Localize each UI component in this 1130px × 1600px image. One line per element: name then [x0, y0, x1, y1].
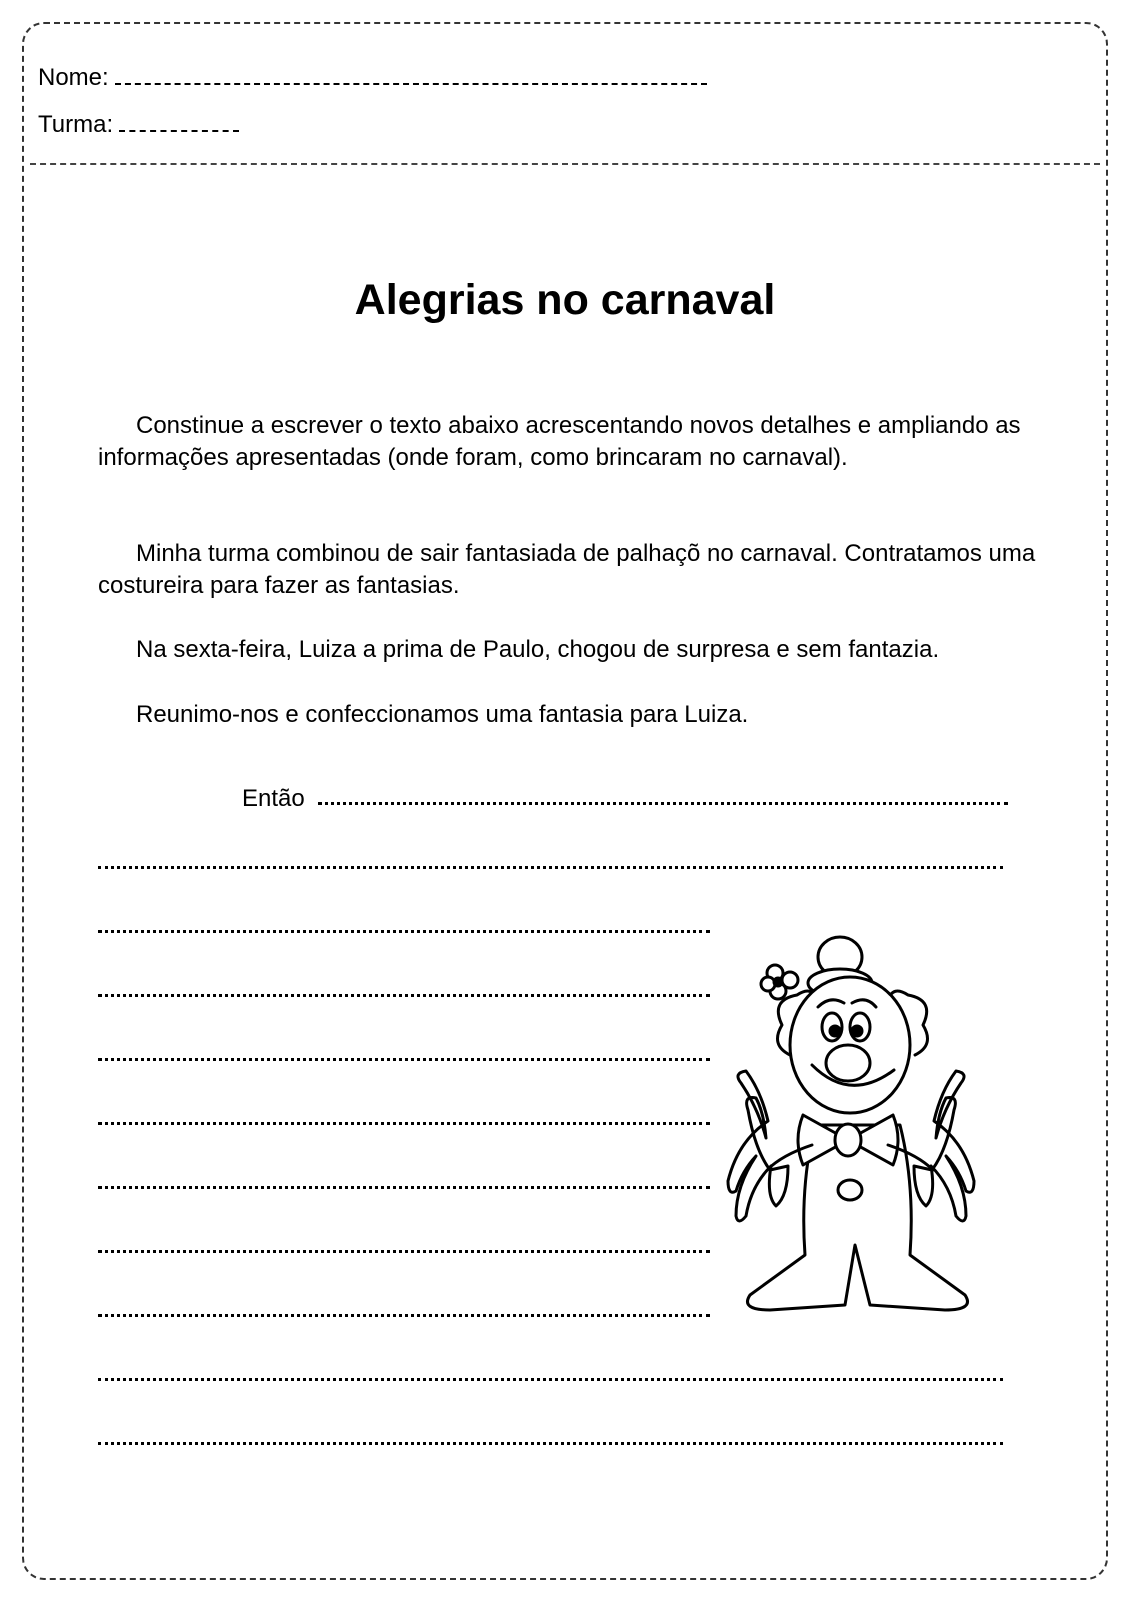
- writing-line[interactable]: [98, 930, 710, 933]
- writing-line[interactable]: [98, 994, 710, 997]
- name-blank-line[interactable]: [115, 83, 707, 85]
- instruction-text: Constinue a escrever o texto abaixo acrescentando novos detalhes e ampliando as informações apresentadas (onde foram, como brincaram no carnaval).: [98, 412, 1021, 471]
- writing-line[interactable]: [98, 1186, 710, 1189]
- writing-line[interactable]: [98, 1058, 710, 1061]
- writing-line[interactable]: [98, 1314, 710, 1317]
- writing-line[interactable]: [318, 802, 1008, 805]
- story-paragraph-3: Reunimo-nos e confeccionamos uma fantasia para Luiza.: [136, 701, 749, 728]
- story-paragraph-2: Na sexta-feira, Luiza a prima de Paulo, chogou de surpresa e sem fantazia.: [136, 636, 940, 663]
- writing-line[interactable]: [98, 1442, 1003, 1445]
- class-label: Turma:: [38, 111, 114, 138]
- class-row: [38, 111, 239, 139]
- worksheet-border: [22, 22, 1108, 1580]
- writing-line[interactable]: [98, 1122, 710, 1125]
- writing-line[interactable]: [98, 866, 1003, 869]
- writing-line[interactable]: [98, 1378, 1003, 1381]
- name-label: Nome:: [38, 64, 109, 91]
- class-blank-line[interactable]: [119, 130, 239, 132]
- page-title: Alegrias no carnaval: [354, 276, 776, 324]
- clown-icon: [720, 935, 1050, 1330]
- header-divider: [30, 163, 1100, 165]
- name-row: [38, 64, 707, 92]
- writing-line[interactable]: [98, 1250, 710, 1253]
- story-paragraph-1: Minha turma combinou de sair fantasiada de palhaçõ no carnaval. Contratamos uma costureira para fazer as fantasias.: [98, 540, 1036, 599]
- continuation-prompt: Então: [242, 785, 305, 812]
